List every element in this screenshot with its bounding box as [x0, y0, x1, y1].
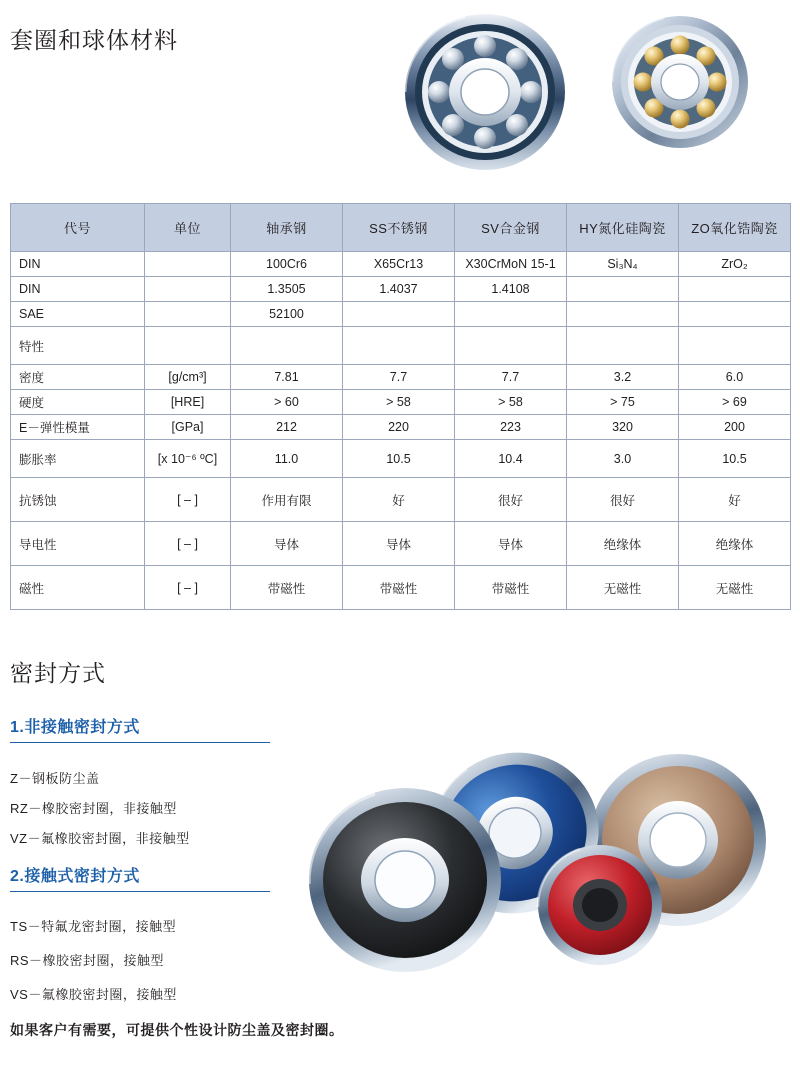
- row-value: 200: [679, 415, 791, 440]
- row-value: 10.4: [455, 440, 567, 478]
- table-header-row: [11, 204, 791, 252]
- table-row: [11, 415, 791, 440]
- row-value: 223: [455, 415, 567, 440]
- row-value: 导体: [231, 522, 343, 566]
- row-value: 3.0: [567, 440, 679, 478]
- row-unit: [ – ]: [145, 478, 231, 522]
- seal-item-rz: RZ－橡胶密封圈，非接触型: [10, 801, 177, 816]
- row-value: 绝缘体: [679, 522, 791, 566]
- table-row: [11, 277, 791, 302]
- row-value: 1.3505: [231, 277, 343, 302]
- row-value: 212: [231, 415, 343, 440]
- row-value: [679, 327, 791, 365]
- row-value: > 58: [343, 390, 455, 415]
- row-value: 6.0: [679, 365, 791, 390]
- row-value: ZrO₂: [679, 252, 791, 277]
- row-unit: [x 10⁻⁶ ºC]: [145, 440, 231, 478]
- row-value: 320: [567, 415, 679, 440]
- row-value: 好: [679, 478, 791, 522]
- row-value: [455, 327, 567, 365]
- seal-item-z: Z－钢板防尘盖: [10, 771, 100, 786]
- table-row: [11, 440, 791, 478]
- row-unit: [ – ]: [145, 566, 231, 610]
- materials-table: [10, 203, 791, 610]
- row-value: > 75: [567, 390, 679, 415]
- row-unit: [HRE]: [145, 390, 231, 415]
- row-label: DIN: [11, 252, 145, 277]
- table-row: [11, 478, 791, 522]
- row-label: E－弹性模量: [11, 415, 145, 440]
- table-row: [11, 390, 791, 415]
- seal-item-rs: RS－橡胶密封圈，接触型: [10, 953, 165, 968]
- row-label: 密度: [11, 365, 145, 390]
- row-label: 特性: [11, 327, 145, 365]
- table-row: [11, 302, 791, 327]
- row-value: 很好: [567, 478, 679, 522]
- row-value: 1.4037: [343, 277, 455, 302]
- row-value: [679, 302, 791, 327]
- row-value: 带磁性: [231, 566, 343, 610]
- row-value: 7.7: [343, 365, 455, 390]
- row-value: [679, 277, 791, 302]
- row-unit: [g/cm³]: [145, 365, 231, 390]
- row-value: 10.5: [679, 440, 791, 478]
- row-label: DIN: [11, 277, 145, 302]
- page-title-materials: 套圈和球体材料: [10, 27, 178, 53]
- row-value: 导体: [455, 522, 567, 566]
- row-value: 导体: [343, 522, 455, 566]
- row-value: 绝缘体: [567, 522, 679, 566]
- table-row: [11, 365, 791, 390]
- row-value: 10.5: [343, 440, 455, 478]
- row-label: 膨胀率: [11, 440, 145, 478]
- seal-heading-noncontact: 1.非接触密封方式: [10, 719, 140, 736]
- row-label: 抗锈蚀: [11, 478, 145, 522]
- row-value: [343, 327, 455, 365]
- row-value: 220: [343, 415, 455, 440]
- row-value: [567, 277, 679, 302]
- table-body: [11, 252, 791, 610]
- table-row: [11, 327, 791, 365]
- seal-item-vz: VZ－氟橡胶密封圈，非接触型: [10, 831, 190, 846]
- seal-item-vs: VS－氟橡胶密封圈，接触型: [10, 987, 177, 1002]
- row-value: X30CrMoN 15-1: [455, 252, 567, 277]
- row-value: > 58: [455, 390, 567, 415]
- custom-design-note: 如果客户有需要，可提供个性设计防尘盖及密封圈。: [10, 1022, 344, 1038]
- seal-heading-contact: 2.接触式密封方式: [10, 868, 140, 885]
- row-value: 7.81: [231, 365, 343, 390]
- row-value: > 69: [679, 390, 791, 415]
- row-unit: [145, 252, 231, 277]
- row-value: [567, 302, 679, 327]
- seal-item-ts: TS－特氟龙密封圈，接触型: [10, 919, 177, 934]
- table-header-cell-1: 单位: [145, 204, 231, 252]
- row-value: X65Cr13: [343, 252, 455, 277]
- row-label: SAE: [11, 302, 145, 327]
- row-value: [567, 327, 679, 365]
- table-head: [11, 204, 791, 252]
- row-unit: [145, 302, 231, 327]
- bearing-illustration-top: [390, 4, 790, 184]
- row-label: 硬度: [11, 390, 145, 415]
- table-header-cell-0: 代号: [11, 204, 145, 252]
- row-value: > 60: [231, 390, 343, 415]
- sealed-bearings-illustration: [300, 745, 800, 1015]
- row-value: [455, 302, 567, 327]
- row-value: [231, 327, 343, 365]
- table-row: [11, 522, 791, 566]
- table-header-cell-4: SV合金钢: [455, 204, 567, 252]
- row-value: 11.0: [231, 440, 343, 478]
- row-unit: [ – ]: [145, 522, 231, 566]
- bearing-pair-graphic: [390, 4, 790, 184]
- row-unit: [145, 327, 231, 365]
- materials-table-wrap: [10, 203, 790, 610]
- table-row: [11, 566, 791, 610]
- row-value: 1.4108: [455, 277, 567, 302]
- table-header-cell-6: ZO氧化锆陶瓷: [679, 204, 791, 252]
- row-value: 作用有限: [231, 478, 343, 522]
- row-value: [343, 302, 455, 327]
- table-header-cell-5: HY氮化硅陶瓷: [567, 204, 679, 252]
- sealed-bearings-graphic: [300, 745, 800, 1015]
- table-row: [11, 252, 791, 277]
- row-value: 带磁性: [343, 566, 455, 610]
- row-value: Si₃N₄: [567, 252, 679, 277]
- page-title-seal: 密封方式: [10, 660, 106, 686]
- row-value: 带磁性: [455, 566, 567, 610]
- row-value: 52100: [231, 302, 343, 327]
- row-value: 100Cr6: [231, 252, 343, 277]
- table-header-cell-3: SS不锈钢: [343, 204, 455, 252]
- row-value: 很好: [455, 478, 567, 522]
- heading-rule-2: [10, 891, 270, 892]
- row-unit: [145, 277, 231, 302]
- row-value: 好: [343, 478, 455, 522]
- row-unit: [GPa]: [145, 415, 231, 440]
- row-value: 无磁性: [567, 566, 679, 610]
- row-label: 磁性: [11, 566, 145, 610]
- row-value: 无磁性: [679, 566, 791, 610]
- heading-rule-1: [10, 742, 270, 743]
- row-value: 7.7: [455, 365, 567, 390]
- row-label: 导电性: [11, 522, 145, 566]
- row-value: 3.2: [567, 365, 679, 390]
- table-header-cell-2: 轴承钢: [231, 204, 343, 252]
